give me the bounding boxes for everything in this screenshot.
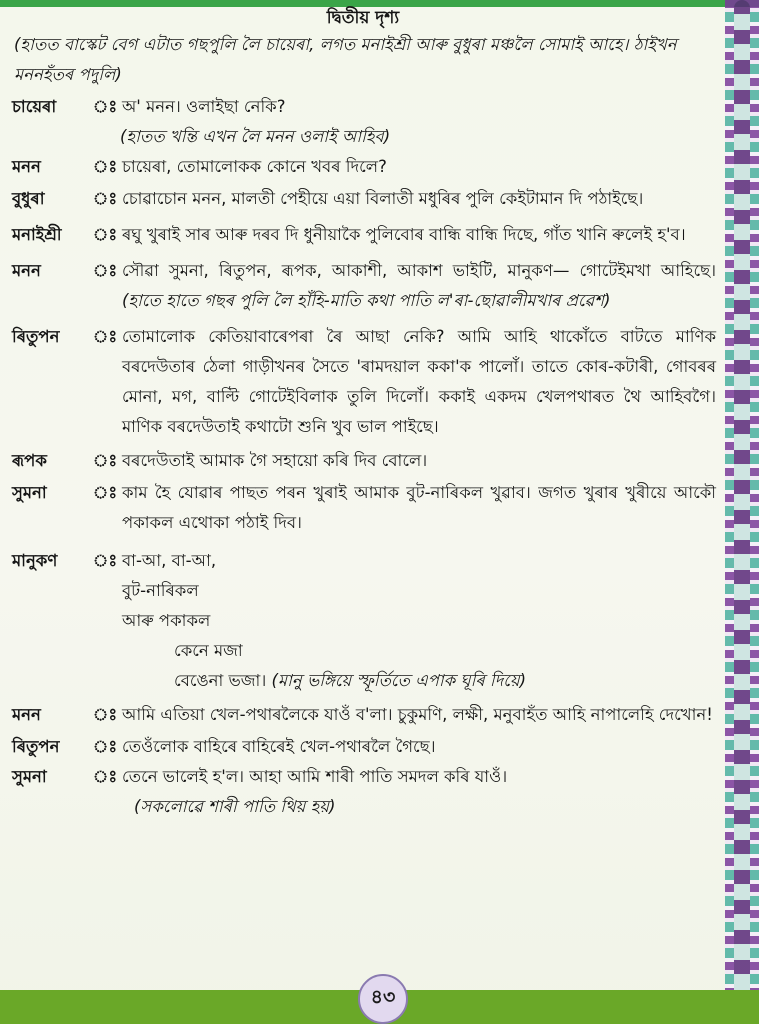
stage-direction: (হাতত খন্তি এখন লৈ মনন ওলাই আহিব) bbox=[120, 127, 391, 146]
dialogue-line bbox=[10, 322, 716, 442]
colon: ঃ bbox=[92, 705, 118, 724]
stage-direction: (সকলোৱে শাৰী পাতি থিয় হয়) bbox=[134, 797, 336, 816]
dialogue-line bbox=[10, 762, 716, 792]
song-line: আৰু পকাকল bbox=[122, 611, 211, 630]
drama-text bbox=[10, 6, 716, 822]
speaker: মানুকণ bbox=[12, 551, 58, 570]
dialogue-line bbox=[10, 700, 716, 730]
colon: ঃ bbox=[92, 737, 118, 756]
scene-title: দ্বিতীয় দৃশ্য bbox=[326, 8, 400, 28]
dialogue-text: তেওঁলোক বাহিৰে বাহিৰেই খেল-পথাৰলৈ গৈছে। bbox=[122, 737, 436, 756]
dialogue-text: ৰঘু খুৰাই সাৰ আৰু দৰব দি ধুনীয়াকৈ পুলিবোৰ বান্ধি বান্ধি দিছে, গাঁত খানি ৰুলেই হ'ব। bbox=[122, 225, 686, 244]
colon: ঃ bbox=[92, 451, 118, 470]
dialogue-line bbox=[10, 446, 716, 476]
speaker: মনন bbox=[12, 157, 41, 176]
colon: ঃ bbox=[92, 551, 118, 570]
speaker: সুমনা bbox=[12, 483, 47, 502]
colon: ঃ bbox=[92, 97, 118, 116]
speaker: মনাইশ্ৰী bbox=[12, 225, 62, 244]
dialogue-text: তোমালোক কেতিয়াবাৰেপৰা ৰৈ আছা নেকি? আমি আহি থাকোঁতে বাটতে মাণিক বৰদেউতাৰ ঠেলা গাড়ীখনৰ সৈতে 'ৰামদয়াল ককা'ক পালোঁ। তাতে কোৰ-কটাৰী, গোবৰৰ মোনা, মগ, বাল্টি গোটেইবিলাক তুলি দিলোঁ। ককাই একদম খেলপথাৰত থৈ আহিবগৈ। মাণিক বৰদেউতাই কথাটো শুনি খুব ভাল পাইছে। bbox=[122, 327, 716, 436]
song-line: কেনে মজা bbox=[174, 641, 243, 660]
speaker: ৰিতুপন bbox=[12, 737, 60, 756]
speaker: ৰিতুপন bbox=[12, 327, 60, 346]
page-number: ৪৩ bbox=[358, 974, 408, 1024]
dialogue-text: চায়েৰা, তোমালোকক কোনে খবৰ দিলে? bbox=[122, 157, 387, 176]
dialogue-line bbox=[10, 546, 716, 696]
colon: ঃ bbox=[92, 327, 118, 346]
dialogue-text: কাম হৈ যোৱাৰ পাছত পৰন খুৰাই আমাক বুট-নাৰিকল খুৱাব। জগত খুৰাৰ খুৰীয়ে আকৌ পকাকল এথোকা পঠাই দিব। bbox=[122, 483, 716, 532]
stage-direction-intro: (হাতত বাস্কেট বেগ এটাত গছপুলি লৈ চায়েৰা, লগত মনাইশ্ৰী আৰু বুধুৰা মঞ্চলৈ সোমাই আহে। ঠাইখন মননহঁতৰ পদুলি) bbox=[14, 35, 677, 84]
dialogue-text: আমি এতিয়া খেল-পথাৰলৈকে যাওঁ ব'লা। চুকুমণি, লক্ষী, মনুবাহঁত আহি নাপালেহি দেখোন! bbox=[122, 705, 713, 724]
dialogue-line bbox=[10, 220, 716, 250]
dialogue-line bbox=[10, 256, 716, 316]
decorative-right-border bbox=[725, 0, 759, 1000]
dialogue-text: অ' মনন। ওলাইছা নেকি? bbox=[122, 97, 286, 116]
dialogue-line bbox=[10, 152, 716, 182]
colon: ঃ bbox=[92, 189, 118, 208]
speaker: বুধুৰা bbox=[12, 189, 45, 208]
dialogue-line bbox=[10, 732, 716, 762]
stage-direction: (মানু ভঙ্গিয়ে স্ফূৰ্তিতে এপাক ঘূৰি দিয়ে) bbox=[271, 671, 527, 690]
dialogue-text: চোৱাচোন মনন, মালতী পেহীয়ে এয়া বিলাতী মধুৰিৰ পুলি কেইটামান দি পঠাইছে। bbox=[122, 189, 644, 208]
colon: ঃ bbox=[92, 767, 118, 786]
dialogue-text: সৌৱা সুমনা, ৰিতুপন, ৰূপক, আকাশী, আকাশ ভাইটি, মানুকণ— গোটেইমখা আহিছে। bbox=[122, 261, 716, 280]
song-line: বুট-নাৰিকল bbox=[122, 581, 199, 600]
song bbox=[122, 546, 716, 696]
dialogue-line bbox=[10, 184, 716, 214]
dialogue-line bbox=[10, 92, 716, 122]
speaker: ৰূপক bbox=[12, 451, 47, 470]
dialogue-text: বৰদেউতাই আমাক গৈ সহায়ো কৰি দিব বোলে। bbox=[122, 451, 428, 470]
dialogue-line bbox=[10, 478, 716, 538]
dialogue-text: তেনে ভালেই হ'ল। আহা আমি শাৰী পাতি সমদল কৰি যাওঁ। bbox=[122, 767, 508, 786]
colon: ঃ bbox=[92, 261, 118, 280]
speaker: সুমনা bbox=[12, 767, 47, 786]
speaker: চায়েৰা bbox=[12, 97, 57, 116]
stage-direction: (হাতে হাতে গছৰ পুলি লৈ হাঁহি-মাতি কথা পাতি ল'ৰা-ছোৱালীমখাৰ প্ৰৱেশ) bbox=[122, 291, 611, 310]
colon: ঃ bbox=[92, 483, 118, 502]
colon: ঃ bbox=[92, 225, 118, 244]
speaker: মনন bbox=[12, 261, 41, 280]
song-line: বেঙেনা ভজা। bbox=[174, 671, 267, 690]
colon: ঃ bbox=[92, 157, 118, 176]
song-line: বা-আ, বা-আ, bbox=[122, 551, 217, 570]
speaker: মনন bbox=[12, 705, 41, 724]
